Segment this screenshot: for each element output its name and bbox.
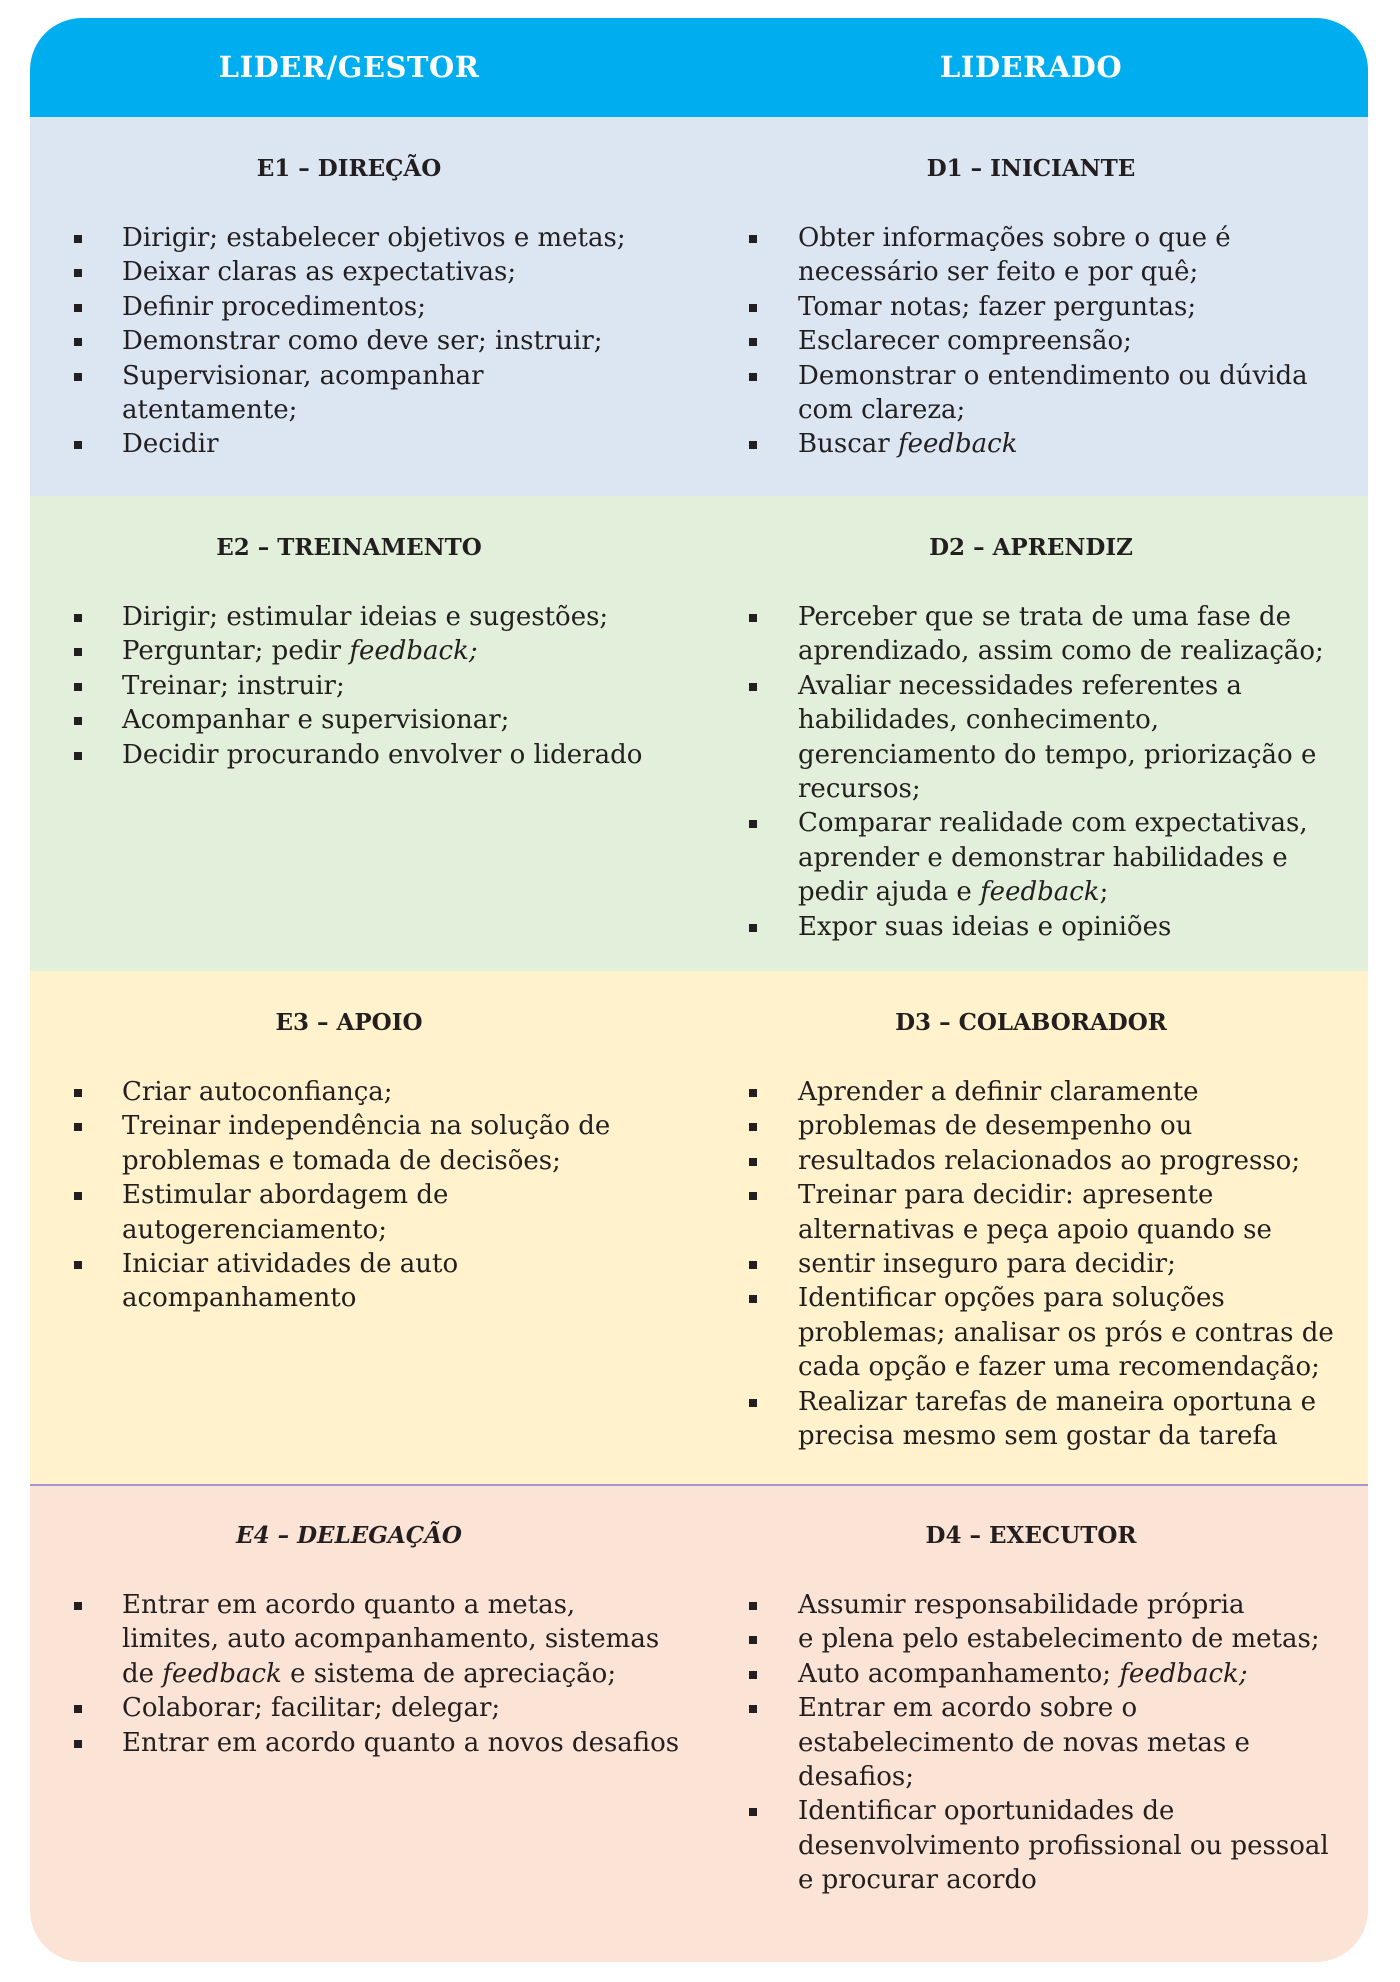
bullet-icon — [74, 1740, 82, 1748]
bullet-line: Aprender a definir claramente — [798, 1077, 1199, 1107]
bullet-item — [700, 1588, 1362, 1622]
bullet-icon — [749, 1636, 757, 1644]
bullet-item — [30, 600, 668, 634]
bullet-line: Estimular abordagem de — [122, 1180, 449, 1211]
leader-style-title: E2 – TREINAMENTO — [216, 534, 482, 561]
bullet-item — [30, 738, 668, 772]
bullet-line: Demonstrar o entendimento ou dúvida — [798, 360, 1308, 391]
bullet-icon — [74, 1123, 82, 1131]
bullet-icon — [74, 338, 82, 346]
follower-level-title: D1 – INICIANTE — [926, 155, 1136, 182]
follower-level-title: D2 – APRENDIZ — [929, 534, 1133, 561]
follower-level-cell — [700, 496, 1362, 971]
bullet-item — [700, 1385, 1362, 1454]
text-segment: Perguntar; pedir — [122, 636, 350, 667]
bullet-item — [700, 1281, 1362, 1384]
bullet-item — [30, 290, 668, 324]
bullet-item — [30, 1075, 668, 1109]
bullet-line: Dirigir; estimular ideias e sugestões; — [122, 602, 609, 632]
leader-style-cell — [30, 496, 668, 971]
bullet-item — [700, 1622, 1362, 1656]
leadership-guide-table — [30, 18, 1368, 1962]
bullet-line: acompanhamento — [122, 1283, 357, 1314]
bullet-icon — [74, 614, 82, 622]
bullet-icon — [74, 648, 82, 656]
leader-style-cell — [30, 971, 668, 1484]
bullet-icon — [749, 1192, 757, 1200]
bullet-icon — [749, 1399, 757, 1407]
bullet-icon — [749, 1602, 757, 1610]
bullet-line: Colaborar; facilitar; delegar; — [122, 1693, 501, 1724]
bullet-icon — [749, 1123, 757, 1131]
bullet-line — [122, 1657, 668, 1691]
bullet-icon — [749, 1295, 757, 1303]
bullet-icon — [749, 1261, 757, 1269]
bullet-icon — [74, 269, 82, 277]
bullet-line: Treinar independência na solução de — [122, 1111, 611, 1142]
bullet-item — [700, 324, 1362, 358]
bullet-icon — [749, 820, 757, 828]
text-segment: de — [122, 1658, 163, 1689]
bullet-line: sentir inseguro para decidir; — [798, 1249, 1176, 1280]
bullet-item — [30, 1691, 668, 1725]
italic-text: feedback; — [1119, 1658, 1248, 1689]
bullet-line: autogerenciamento; — [122, 1214, 387, 1245]
bullet-item — [700, 1109, 1362, 1143]
leader-style-title: E3 – APOIO — [275, 1009, 423, 1036]
bullet-line: Avaliar necessidades referentes a — [798, 670, 1242, 701]
leader-style-cell — [30, 1484, 680, 1962]
bullet-icon — [749, 304, 757, 312]
text-segment: pedir ajuda e — [798, 877, 981, 908]
bullet-icon — [74, 752, 82, 760]
bullet-line: aprendizado, assim como de realização; — [798, 636, 1324, 667]
bullet-line: problemas; analisar os prós e contras de — [798, 1317, 1334, 1348]
bullet-item — [700, 1247, 1362, 1281]
bullet-line: problemas de desempenho ou — [798, 1111, 1193, 1142]
follower-level-cell — [700, 971, 1362, 1484]
follower-level-cell — [700, 117, 1362, 496]
bullet-line: Definir procedimentos; — [122, 291, 426, 322]
bullet-item — [30, 669, 668, 703]
italic-text: feedback — [162, 1658, 282, 1689]
bullet-line: com clareza; — [798, 395, 966, 426]
bullet-line: problemas e tomada de decisões; — [122, 1145, 561, 1176]
italic-text: feedback — [897, 429, 1018, 460]
bullet-item — [30, 427, 668, 461]
bullet-item — [700, 1691, 1362, 1794]
bullet-line: Entrar em acordo quanto a metas, — [122, 1590, 576, 1620]
bullet-list — [30, 221, 668, 462]
bullet-item — [30, 359, 668, 428]
bullet-item — [30, 1726, 680, 1760]
bullet-icon — [74, 1261, 82, 1269]
bullet-line: Iniciar atividades de auto — [122, 1249, 459, 1280]
bullet-line: estabelecimento de novas metas e — [798, 1727, 1250, 1758]
bullet-line: Acompanhar e supervisionar; — [122, 705, 510, 736]
bullet-line: Assumir responsabilidade própria — [798, 1590, 1245, 1620]
bullet-list — [700, 600, 1362, 944]
bullet-list — [30, 600, 668, 772]
bullet-list — [30, 1075, 668, 1316]
bullet-line: atentamente; — [122, 395, 298, 426]
bullet-line: Esclarecer compreensão; — [798, 326, 1132, 357]
bullet-icon — [74, 717, 82, 725]
text-segment: Buscar — [798, 429, 898, 460]
bullet-icon — [74, 1705, 82, 1713]
bullet-item — [700, 600, 1362, 669]
bullet-list — [700, 1075, 1362, 1453]
bullet-line: necessário ser feito e por quê; — [798, 257, 1199, 288]
bullet-list — [30, 1588, 680, 1760]
italic-text: feedback; — [349, 636, 478, 667]
bullet-item — [30, 1109, 668, 1178]
bullet-line: desenvolvimento profissional ou pessoal — [798, 1830, 1329, 1861]
bullet-item — [30, 703, 668, 737]
bullet-icon — [74, 1192, 82, 1200]
bullet-icon — [749, 1158, 757, 1166]
bullet-icon — [749, 1089, 757, 1097]
bullet-item — [700, 806, 1362, 909]
bullet-line: Expor suas ideias e opiniões — [798, 911, 1172, 942]
bullet-line: Identificar opções para soluções — [798, 1283, 1225, 1314]
bullet-line: Comparar realidade com expectativas, — [798, 808, 1308, 839]
bullet-line: Entrar em acordo sobre o — [798, 1693, 1138, 1724]
bullet-line: recursos; — [798, 774, 921, 805]
bullet-icon — [74, 441, 82, 449]
bullet-line — [122, 634, 668, 668]
bullet-icon — [749, 1808, 757, 1816]
follower-column-header: LIDERADO — [939, 50, 1123, 84]
text-segment: e sistema de apreciação; — [281, 1658, 617, 1689]
bullet-icon — [749, 614, 757, 622]
table-header — [30, 18, 1368, 117]
bullet-icon — [74, 235, 82, 243]
bullet-icon — [749, 441, 757, 449]
stage-row-1 — [30, 117, 1368, 496]
bullet-line: Realizar tarefas de maneira oportuna e — [798, 1386, 1317, 1417]
bullet-item — [700, 910, 1362, 944]
stage-rows — [30, 117, 1368, 1962]
bullet-item — [30, 221, 668, 255]
bullet-line: limites, auto acompanhamento, sistemas — [122, 1624, 660, 1655]
bullet-icon — [749, 924, 757, 932]
bullet-line — [798, 427, 1362, 461]
text-segment: ; — [1099, 877, 1109, 908]
bullet-item — [700, 290, 1362, 324]
bullet-item — [700, 1178, 1362, 1247]
bullet-item — [700, 669, 1362, 807]
bullet-line: alternativas e peça apoio quando se — [798, 1214, 1272, 1245]
bullet-item — [30, 1178, 668, 1247]
bullet-list — [700, 221, 1362, 462]
bullet-item — [700, 1144, 1362, 1178]
bullet-item — [30, 634, 668, 668]
bullet-icon — [74, 1602, 82, 1610]
italic-text: feedback — [980, 877, 1100, 908]
bullet-line: gerenciamento do tempo, priorização e — [798, 739, 1317, 770]
follower-level-title: D4 – EXECUTOR — [925, 1522, 1137, 1549]
bullet-line: resultados relacionados ao progresso; — [798, 1145, 1301, 1176]
bullet-item — [30, 255, 668, 289]
follower-level-title: D3 – COLABORADOR — [895, 1009, 1167, 1036]
bullet-item — [700, 1075, 1362, 1109]
bullet-line: Obter informações sobre o que é — [798, 223, 1231, 253]
follower-level-cell — [700, 1484, 1362, 1962]
bullet-icon — [749, 683, 757, 691]
leader-column-header: LIDER/GESTOR — [218, 50, 480, 84]
bullet-line: Deixar claras as expectativas; — [122, 257, 517, 288]
bullet-line: e procurar acordo — [798, 1865, 1037, 1896]
bullet-item — [30, 324, 668, 358]
bullet-item — [30, 1588, 668, 1691]
bullet-line: aprender e demonstrar habilidades e — [798, 842, 1288, 873]
text-segment: Auto acompanhamento; — [798, 1658, 1120, 1689]
bullet-icon — [74, 1089, 82, 1097]
bullet-line: Decidir procurando envolver o liderado — [122, 739, 643, 770]
bullet-line: Perceber que se trata de uma fase de — [798, 602, 1292, 632]
bullet-item — [700, 1657, 1362, 1691]
bullet-line: Supervisionar, acompanhar — [122, 360, 484, 391]
bullet-item — [700, 427, 1362, 461]
bullet-icon — [749, 1705, 757, 1713]
bullet-line: Criar autoconfiança; — [122, 1077, 393, 1107]
bullet-item — [30, 1247, 668, 1316]
bullet-item — [700, 359, 1362, 428]
bullet-line: Entrar em acordo quanto a novos desafios — [122, 1727, 680, 1758]
bullet-list — [700, 1588, 1362, 1898]
bullet-line: e plena pelo estabelecimento de metas; — [798, 1624, 1320, 1655]
bullet-line: precisa mesmo sem gostar da tarefa — [798, 1421, 1278, 1452]
bullet-line — [798, 875, 1362, 909]
stage-row-3 — [30, 971, 1368, 1484]
bullet-line: cada opção e fazer uma recomendação; — [798, 1352, 1320, 1383]
bullet-icon — [749, 1671, 757, 1679]
bullet-icon — [749, 235, 757, 243]
bullet-icon — [749, 373, 757, 381]
bullet-icon — [749, 338, 757, 346]
bullet-line — [798, 1657, 1362, 1691]
bullet-line: Decidir — [122, 429, 219, 460]
bullet-line: Identificar oportunidades de — [798, 1796, 1175, 1827]
leader-style-title: E1 – DIREÇÃO — [256, 155, 442, 182]
bullet-line: Dirigir; estabelecer objetivos e metas; — [122, 223, 626, 253]
leader-style-cell — [30, 117, 668, 496]
bullet-icon — [74, 304, 82, 312]
bullet-item — [700, 221, 1362, 290]
stage-row-4 — [30, 1484, 1368, 1962]
bullet-line: habilidades, conhecimento, — [798, 705, 1160, 736]
bullet-item — [700, 1794, 1362, 1897]
stage-row-2 — [30, 496, 1368, 971]
bullet-icon — [74, 683, 82, 691]
leader-style-title: E4 – DELEGAÇÃO — [236, 1522, 462, 1549]
bullet-line: Treinar; instruir; — [122, 670, 345, 701]
bullet-line: Demonstrar como deve ser; instruir; — [122, 326, 603, 357]
bullet-icon — [74, 373, 82, 381]
bullet-line: desafios; — [798, 1762, 914, 1793]
bullet-line: Tomar notas; fazer perguntas; — [798, 291, 1197, 322]
bullet-line: Treinar para decidir: apresente — [798, 1180, 1214, 1211]
